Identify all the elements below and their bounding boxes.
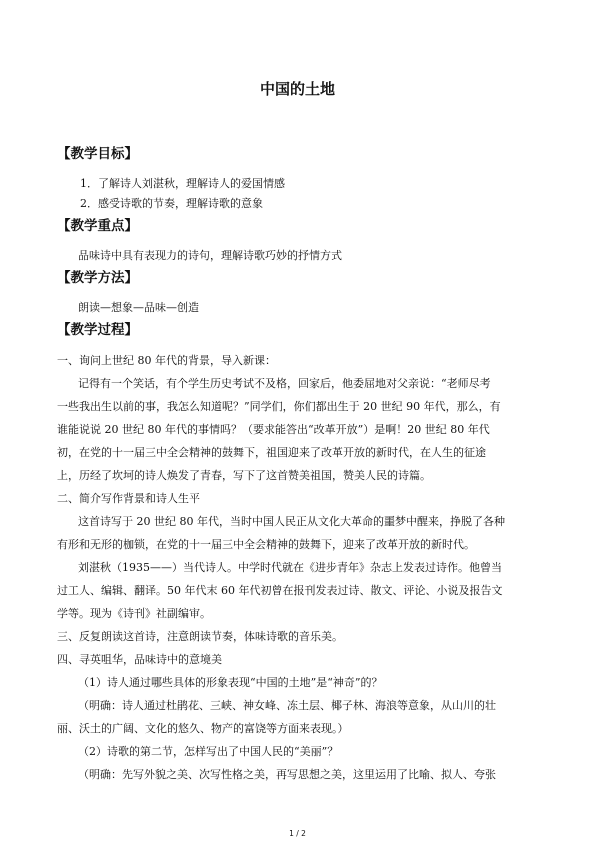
process-line: 三、反复朗读这首诗，注意朗读节奏，体味诗歌的音乐美。 [57,630,343,643]
process-line: 一些我出生以前的事，我怎么知道呢？”同学们，你们都出生于 20 世纪 90 年代，那么，有 [57,400,501,413]
section-heading-method: 【教学方法】 [57,270,138,286]
section-heading-goals: 【教学目标】 [57,146,138,162]
method-text: 朗读—想象—品味—创造 [78,301,199,314]
process-line: 这首诗写于 20 世纪 80 年代，当时中国人民正从文化大革命的噩梦中醒来，挣脱了各种 [78,515,505,528]
process-line: 一、询问上世纪 80 年代的背景，导入新课： [57,354,276,367]
process-line: 刘湛秋（1935——）当代诗人。中学时代就在《进步青年》杂志上发表过诗作。他曾当 [78,561,502,574]
process-line: （1）诗人通过哪些具体的形象表现“中国的土地”是“神奇”的？ [78,676,383,689]
section-heading-process: 【教学过程】 [57,322,138,338]
process-line: （明确：诗人通过杜鹃花、三峡、神女峰、冻土层、椰子林、海浪等意象，从山川的壮 [78,699,496,712]
process-line: 记得有一个笑话，有个学生历史考试不及格，回家后，他委屈地对父亲说：“老师尽考 [78,377,491,390]
section-heading-focus: 【教学重点】 [57,218,138,234]
process-line: 丽、沃土的广阔、文化的悠久、物产的富饶等方面来表现。） [57,722,349,735]
page-number: 1 / 2 [289,829,306,838]
process-line: 过工人、编辑、翻译。50 年代末 60 年代初曾在报刊发表过诗、散文、评论、小说及报告文 [57,584,503,597]
process-line: 初，在党的十一届三中全会精神的鼓舞下，祖国迎来了改革开放的新时代，在人生的征途 [57,446,486,459]
process-line: 四、寻英咀华，品味诗中的意境美 [57,653,222,666]
process-line: （明确：先写外貌之美、次写性格之美，再写思想之美，这里运用了比喻、拟人、夸张 [78,768,496,781]
process-line: （2）诗歌的第二节，怎样写出了中国人民的“美丽”？ [78,745,339,758]
goal-item: 2．感受诗歌的节奏，理解诗歌的意象 [80,197,263,210]
process-line: 学等。现为《诗刊》社副编审。 [57,607,211,620]
document-title: 中国的土地 [259,80,335,98]
process-line: 上，历经了坎坷的诗人焕发了青春，写下了这首赞美祖国，赞美人民的诗篇。 [57,469,431,482]
process-line: 有形和无形的枷锁，在党的十一届三中全会精神的鼓舞下，迎来了改革开放的新时代。 [57,538,475,551]
process-line: 谁能说说 20 世纪 80 年代的事情吗？（要求能答出“改革开放”）是啊！20 世纪 80 年代 [57,423,490,436]
process-line: 二、简介写作背景和诗人生平 [57,492,200,505]
goal-item: 1．了解诗人刘湛秋，理解诗人的爱国情感 [80,177,285,190]
focus-text: 品味诗中具有表现力的诗句，理解诗歌巧妙的抒情方式 [78,249,342,262]
